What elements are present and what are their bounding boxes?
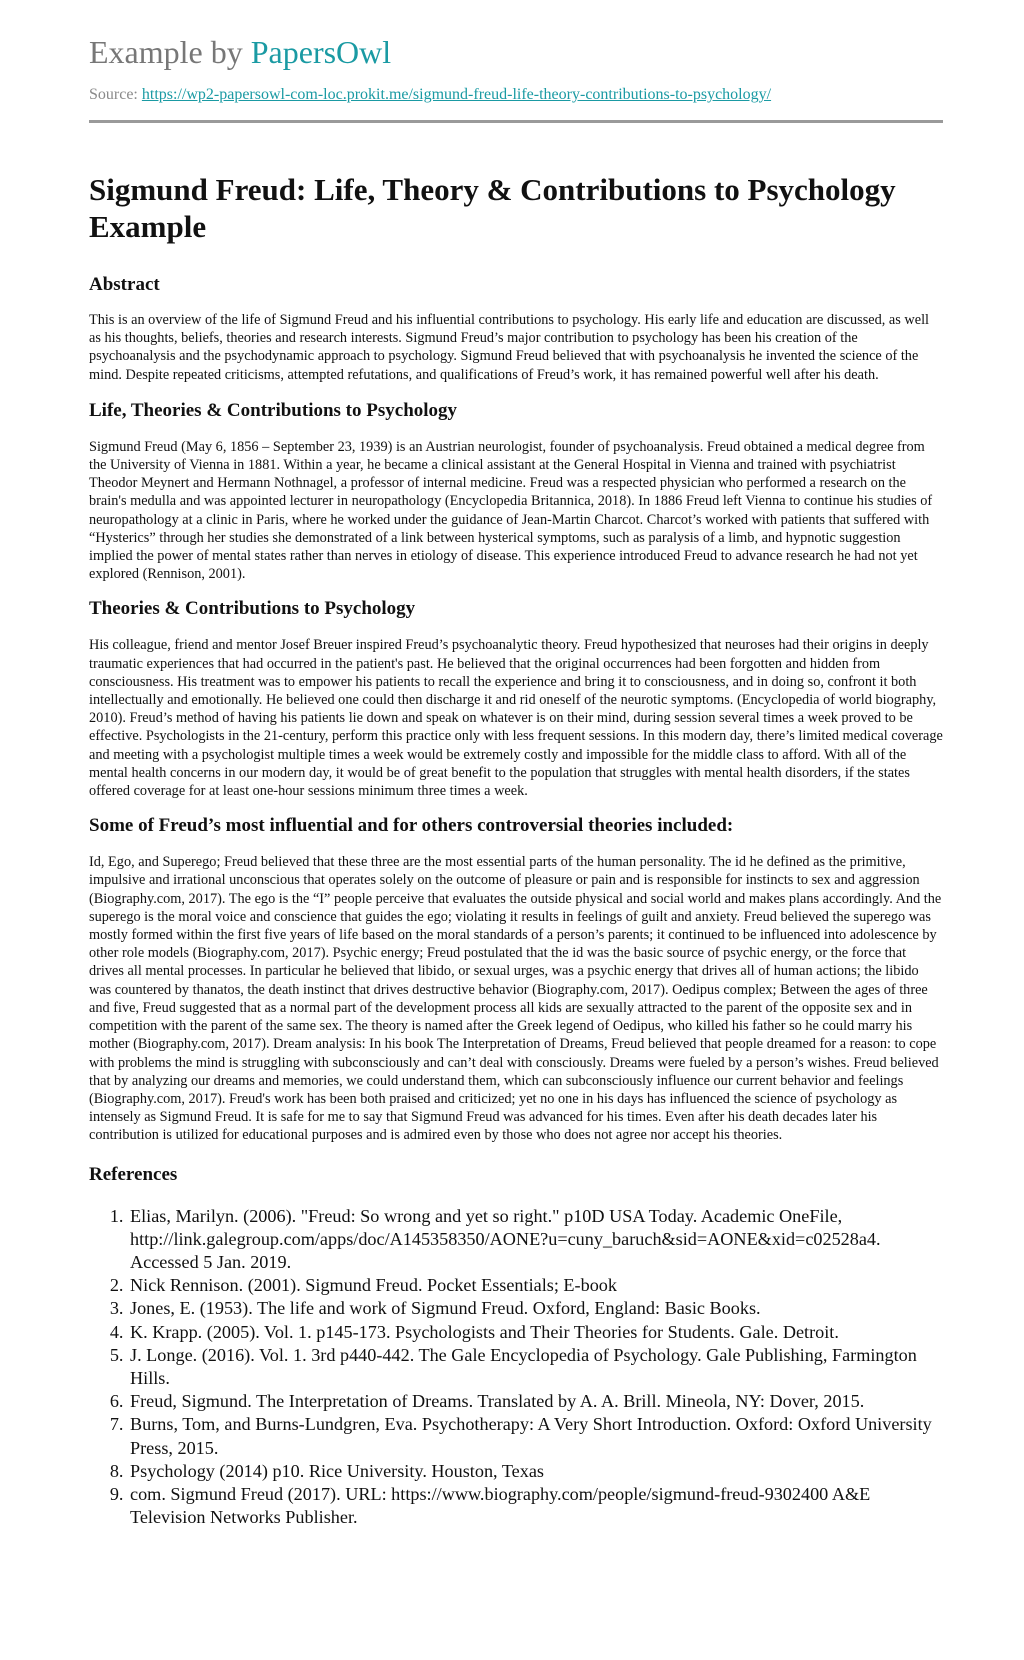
brand-name-link[interactable]: PapersOwl — [250, 34, 392, 70]
header-divider — [89, 120, 943, 123]
influential-theories-paragraph: Id, Ego, and Superego; Freud believed that these three are the most essential parts of the human personality. The id he defined as the primitive, impulsive and irrational unconscious that operates solely on the outcome of pleasure or pain and is responsible for instincts to sex and aggression (Biography.com, 2017). The ego is the “I” people perceive that evaluates the outside physical and social world and makes plans accordingly. And the superego is the moral voice and conscience that guides the ego; violating it results in feelings of guilt and anxiety. Freud believed the superego was mostly formed within the first five years of life based on the moral standards of a person’s parents; it continued to be influenced into adolescence by other role models (Biography.com, 2017). Psychic energy; Freud postulated that the id was the basic source of psychic energy, or the force that drives all mental processes. In particular he believed that libido, or sexual urges, was a psychic energy that drives all of human actions; the libido was countered by thanatos, the death instinct that drives destructive behavior (Biography.com, 2017). Oedipus complex; Between the ages of three and five, Freud suggested that as a normal part of the development process all kids are sexually attracted to the parent of the opposite sex and in competition with the parent of the same sex. The theory is named after the Greek legend of Oedipus, who killed his father so he could marry his mother (Biography.com, 2017). Dream analysis: In his book The Interpretation of Dreams, Freud believed that people dreamed for a reason: to cope with problems the mind is struggling with subconsciously and can’t deal with consciously. Dreams were fueled by a person’s wishes. Freud believed that by analyzing our dreams and memories, we could understand them, which can subconsciously influence our current behavior and feelings (Biography.com, 2017). Freud's work has been both praised and criticized; yet no one in his days has influenced the science of psychology as intensely as Sigmund Freud. It is safe for me to say that Sigmund Freud was advanced for his times. Even after his death decades later his contribution is utilized for educational purposes and is admired even by those who does not agree nor accept his theories. — [89, 854, 942, 1144]
reference-item: 8. Psychology (2014) p10. Rice University. Houston, Texas — [128, 1460, 943, 1483]
theories-contributions-paragraph: His colleague, friend and mentor Josef Breuer inspired Freud’s psychoanalytic theory. Freud hypothesized that neuroses had their origins in deeply traumatic experiences that had occurred in the patient's past. He believed that the original occurrences had been forgotten and hidden from consciousness. His treatment was to empower his patients to recall the experience and bring it to consciousness, and in doing so, confront it both intellectually and emotionally. He believed one could then discharge it and rid oneself of the neurotic symptoms. (Encyclopedia of world biography, 2010). Freud’s method of having his patients lie down and speak on whatever is on their mind, during session several times a week proved to be effective. Psychologists in the 21-century, perform this practice only with less frequent sessions. In this modern day, there’s limited medical coverage and meeting with a psychologist multiple times a week would be extremely costly and impossible for the middle class to afford. With all of the mental health concerns in our modern day, it would be of great benefit to the population that struggles with mental health disorders, if the states offered coverage for at least one-hour sessions minimum three times a week. — [89, 637, 943, 800]
document-page — [89, 0, 943, 1529]
reference-item: 5. J. Longe. (2016). Vol. 1. 3rd p440-442. The Gale Encyclopedia of Psychology. Gale Publishing, Farmington Hills. — [128, 1344, 943, 1390]
references-heading: References — [89, 1163, 178, 1185]
source-url-link[interactable]: https://wp2-papersowl-com-loc.prokit.me/sigmund-freud-life-theory-contributions-to-psychology/ — [141, 86, 772, 103]
reference-item: 2. Nick Rennison. (2001). Sigmund Freud. Pocket Essentials; E-book — [128, 1274, 943, 1297]
references-list — [89, 1205, 943, 1530]
abstract-heading: Abstract — [89, 274, 160, 295]
life-theories-paragraph: Sigmund Freud (May 6, 1856 – September 23, 1939) is an Austrian neurologist, founder of psychoanalysis. Freud obtained a medical degree from the University of Vienna in 1881. Within a year, he became a clinical assistant at the General Hospital in Vienna and trained with psychiatrist Theodor Meynert and Hermann Nothnagel, a professor of internal medicine. Freud was a respected physician who performed a research on the brain's medulla and was appointed lecturer in neuropathology (Encyclopedia Britannica, 2018). In 1886 Freud left Vienna to continue his studies of neuropathology at a clinic in Paris, where he worked under the guidance of Jean-Martin Charcot. Charcot’s worked with patients that suffered with “Hysterics” through her studies she demonstrated of a link between hysterical symptoms, such as paralysis of a limb, and hypnotic suggestion implied the power of mental states rather than nerves in etiology of disease. This experience introduced Freud to advance research he had not yet explored (Rennison, 2001). — [89, 438, 933, 583]
reference-item: 1. Elias, Marilyn. (2006). "Freud: So wrong and yet so right." p10D USA Today. Academic OneFile, http://link.galegroup.com/apps/doc/A145358350/AONE?u=cuny_baruch&sid=AONE&xid=c02528a4. Accessed 5 Jan. 2019. — [128, 1205, 943, 1275]
reference-item: 6. Freud, Sigmund. The Interpretation of Dreams. Translated by A. A. Brill. Mineola, NY: Dover, 2015. — [128, 1390, 943, 1413]
theories-contributions-heading: Theories & Contributions to Psychology — [89, 598, 416, 620]
life-theories-heading: Life, Theories & Contributions to Psychology — [89, 399, 458, 421]
page-title: Sigmund Freud: Life, Theory & Contributions to Psychology Example — [89, 172, 896, 244]
source-line — [89, 85, 943, 105]
reference-item: 3. Jones, E. (1953). The life and work of Sigmund Freud. Oxford, England: Basic Books. — [128, 1297, 943, 1320]
brand-prefix: Example by — [89, 34, 251, 70]
reference-item: 9. com. Sigmund Freud (2017). URL: https://www.biography.com/people/sigmund-freud-9302400 A&E Television Networks Publisher. — [128, 1483, 943, 1529]
influential-theories-heading: Some of Freud’s most influential and for others controversial theories included: — [89, 815, 734, 837]
source-label: Source: — [89, 86, 142, 103]
reference-item: 7. Burns, Tom, and Burns-Lundgren, Eva. Psychotherapy: A Very Short Introduction. Oxford: Oxford University Press, 2015. — [128, 1413, 943, 1459]
abstract-paragraph: This is an overview of the life of Sigmund Freud and his influential contributions to psychology. His early life and education are discussed, as well as his thoughts, beliefs, theories and research interests. Sigmund Freud’s major contribution to psychology has been his creation of the psychoanalysis and the psychodynamic approach to psychology. Sigmund Freud believed that with psychoanalysis he invented the science of the mind. Despite repeated criticisms, attempted refutations, and qualifications of Freud’s work, it has remained powerful well after his death. — [89, 312, 930, 383]
brand-header — [89, 32, 943, 72]
reference-item: 4. K. Krapp. (2005). Vol. 1. p145-173. Psychologists and Their Theories for Students. Gale. Detroit. — [128, 1321, 943, 1344]
